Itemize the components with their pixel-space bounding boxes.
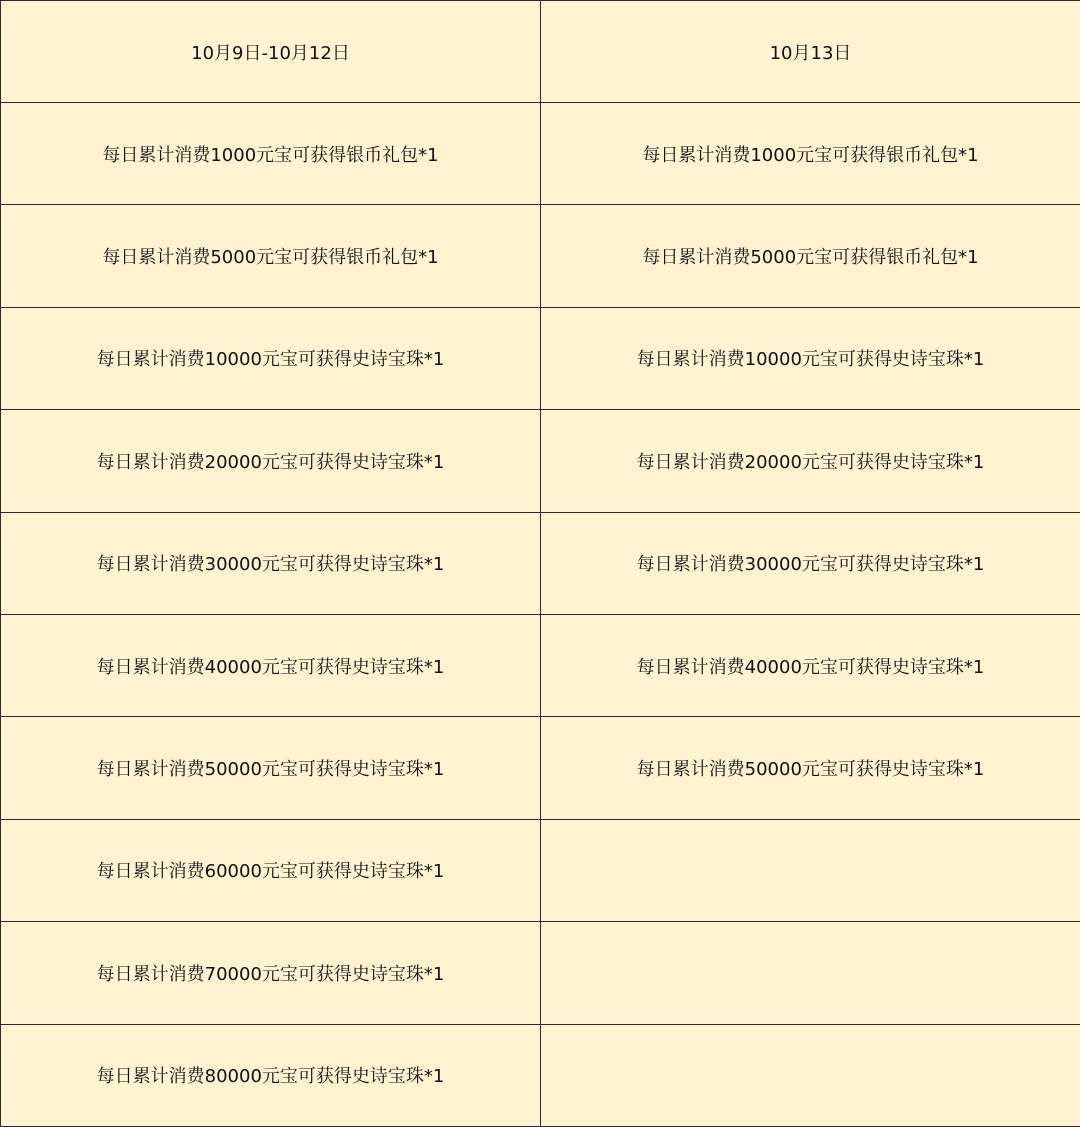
table-cell: 每日累计消费20000元宝可获得史诗宝珠*1 xyxy=(541,410,1080,512)
table-row xyxy=(1,205,1080,307)
table-row xyxy=(1,717,1080,819)
table-cell: 每日累计消费80000元宝可获得史诗宝珠*1 xyxy=(1,1024,541,1126)
table-cell: 每日累计消费1000元宝可获得银币礼包*1 xyxy=(541,103,1080,205)
table-header-row xyxy=(1,1,1080,103)
table-row xyxy=(1,614,1080,716)
table-cell: 每日累计消费60000元宝可获得史诗宝珠*1 xyxy=(1,819,541,921)
header-period-oct9-12: 10月9日-10月12日 xyxy=(1,1,541,103)
table-cell: 每日累计消费50000元宝可获得史诗宝珠*1 xyxy=(1,717,541,819)
header-period-oct13: 10月13日 xyxy=(541,1,1080,103)
table-row xyxy=(1,1024,1080,1126)
table-row xyxy=(1,512,1080,614)
table-cell: 每日累计消费5000元宝可获得银币礼包*1 xyxy=(1,205,541,307)
table-row xyxy=(1,410,1080,512)
table-cell: 每日累计消费40000元宝可获得史诗宝珠*1 xyxy=(541,614,1080,716)
table-cell: 每日累计消费30000元宝可获得史诗宝珠*1 xyxy=(1,512,541,614)
table-cell-empty xyxy=(541,1024,1080,1126)
table-row xyxy=(1,307,1080,409)
table-cell: 每日累计消费1000元宝可获得银币礼包*1 xyxy=(1,103,541,205)
table-cell: 每日累计消费20000元宝可获得史诗宝珠*1 xyxy=(1,410,541,512)
table-cell: 每日累计消费10000元宝可获得史诗宝珠*1 xyxy=(541,307,1080,409)
table-cell: 每日累计消费40000元宝可获得史诗宝珠*1 xyxy=(1,614,541,716)
table-cell: 每日累计消费10000元宝可获得史诗宝珠*1 xyxy=(1,307,541,409)
table-cell-empty xyxy=(541,922,1080,1024)
table-cell: 每日累计消费5000元宝可获得银币礼包*1 xyxy=(541,205,1080,307)
table-cell-empty xyxy=(541,819,1080,921)
table-row xyxy=(1,819,1080,921)
table-cell: 每日累计消费70000元宝可获得史诗宝珠*1 xyxy=(1,922,541,1024)
table-row xyxy=(1,103,1080,205)
table-cell: 每日累计消费30000元宝可获得史诗宝珠*1 xyxy=(541,512,1080,614)
table-cell: 每日累计消费50000元宝可获得史诗宝珠*1 xyxy=(541,717,1080,819)
table-row xyxy=(1,922,1080,1024)
